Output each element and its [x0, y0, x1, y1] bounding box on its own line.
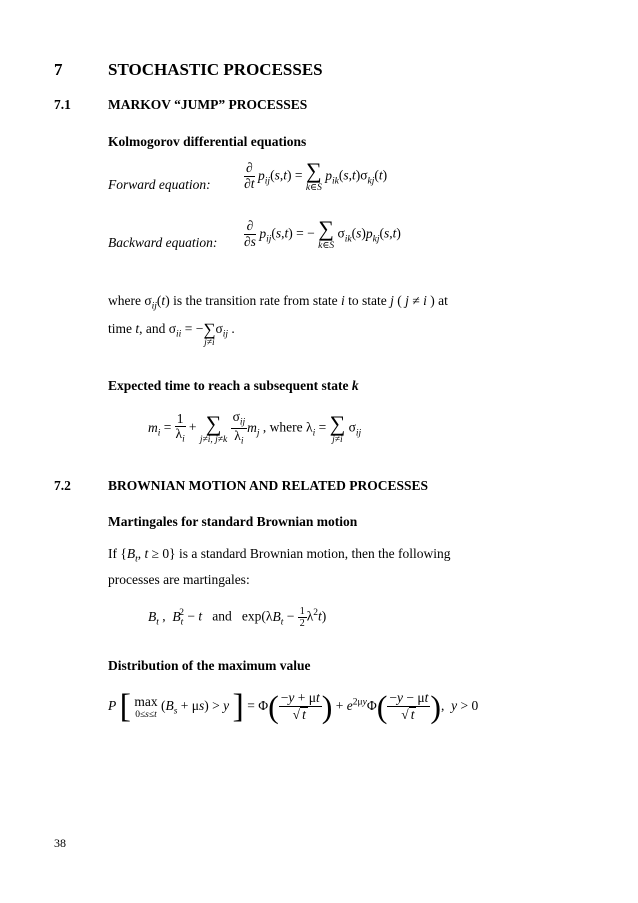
max-value-heading: Distribution of the maximum value: [108, 658, 311, 673]
section-title-7-2: BROWNIAN MOTION AND RELATED PROCESSES: [108, 478, 429, 493]
backward-equation: $\frac{\partial}{\partial s}$ $p_{ij}(s,t)$ = − ∑ k∈S $\sigma_{ik}(s)p_{kj}(s,t)$: [244, 216, 401, 251]
forward-equation-label: Forward equation:: [108, 177, 211, 192]
kolmogorov-heading: Kolmogorov differential equations: [108, 134, 307, 149]
brownian-intro-line2: processes are martingales:: [108, 572, 250, 587]
backward-equation-label: Backward equation:: [108, 235, 218, 250]
expected-time-equation: $m_i$ = $\frac{1}{\lambda_i}$ + ∑ j≠i, j≠k $\frac{\sigma_{ij}}{\lambda_i}$ $m_j$ , where $\lambda_i$ = ∑ j≠i $\sigma_{ij}$: [148, 409, 362, 447]
section-number-7-2: 7.2: [54, 478, 71, 493]
page-number: 38: [54, 836, 66, 850]
sigma-ii-definition: time t, and $\sigma_{ii}$ = − ∑ j≠i $\sigma_{ij}$ .: [108, 320, 235, 348]
max-distribution-equation: P [ max 0≤s≤t $(B_s + \mu s) > y$ ] = Φ( $\frac{-y + \mu t}{√ t}$ ) + $e^{2\mu y}\Phi$( $\frac{-y - \mu t}{√ t}$ ), y > 0: [108, 688, 479, 725]
transition-rate-definition: where $\sigma_{ij}(t)$ is the transition rate from state i to state j ( j ≠ i ) at: [108, 293, 448, 312]
martingales-equation: $B_t$ , $B_t^2 - t$ and $\exp(\lambda B_t$ − $\frac{1}{2}$ $\lambda^2t$): [148, 606, 327, 629]
section-title-7-1: MARKOV “JUMP” PROCESSES: [108, 97, 308, 112]
chapter-title: STOCHASTIC PROCESSES: [108, 60, 323, 79]
chapter-number: 7: [54, 60, 63, 79]
section-number-7-1: 7.1: [54, 97, 71, 112]
brownian-intro-line1: If {$B_t$, t ≥ 0} is a standard Brownian motion, then the following: [108, 546, 451, 565]
martingale-heading: Martingales for standard Brownian motion: [108, 514, 358, 529]
forward-equation: $\frac{\partial}{\partial t}$ $p_{ij}(s,t)$ = ∑ k∈S $p_{ik}(s,t)\sigma_{kj}(t)$: [244, 158, 388, 193]
expected-time-heading: Expected time to reach a subsequent state k: [108, 378, 359, 393]
